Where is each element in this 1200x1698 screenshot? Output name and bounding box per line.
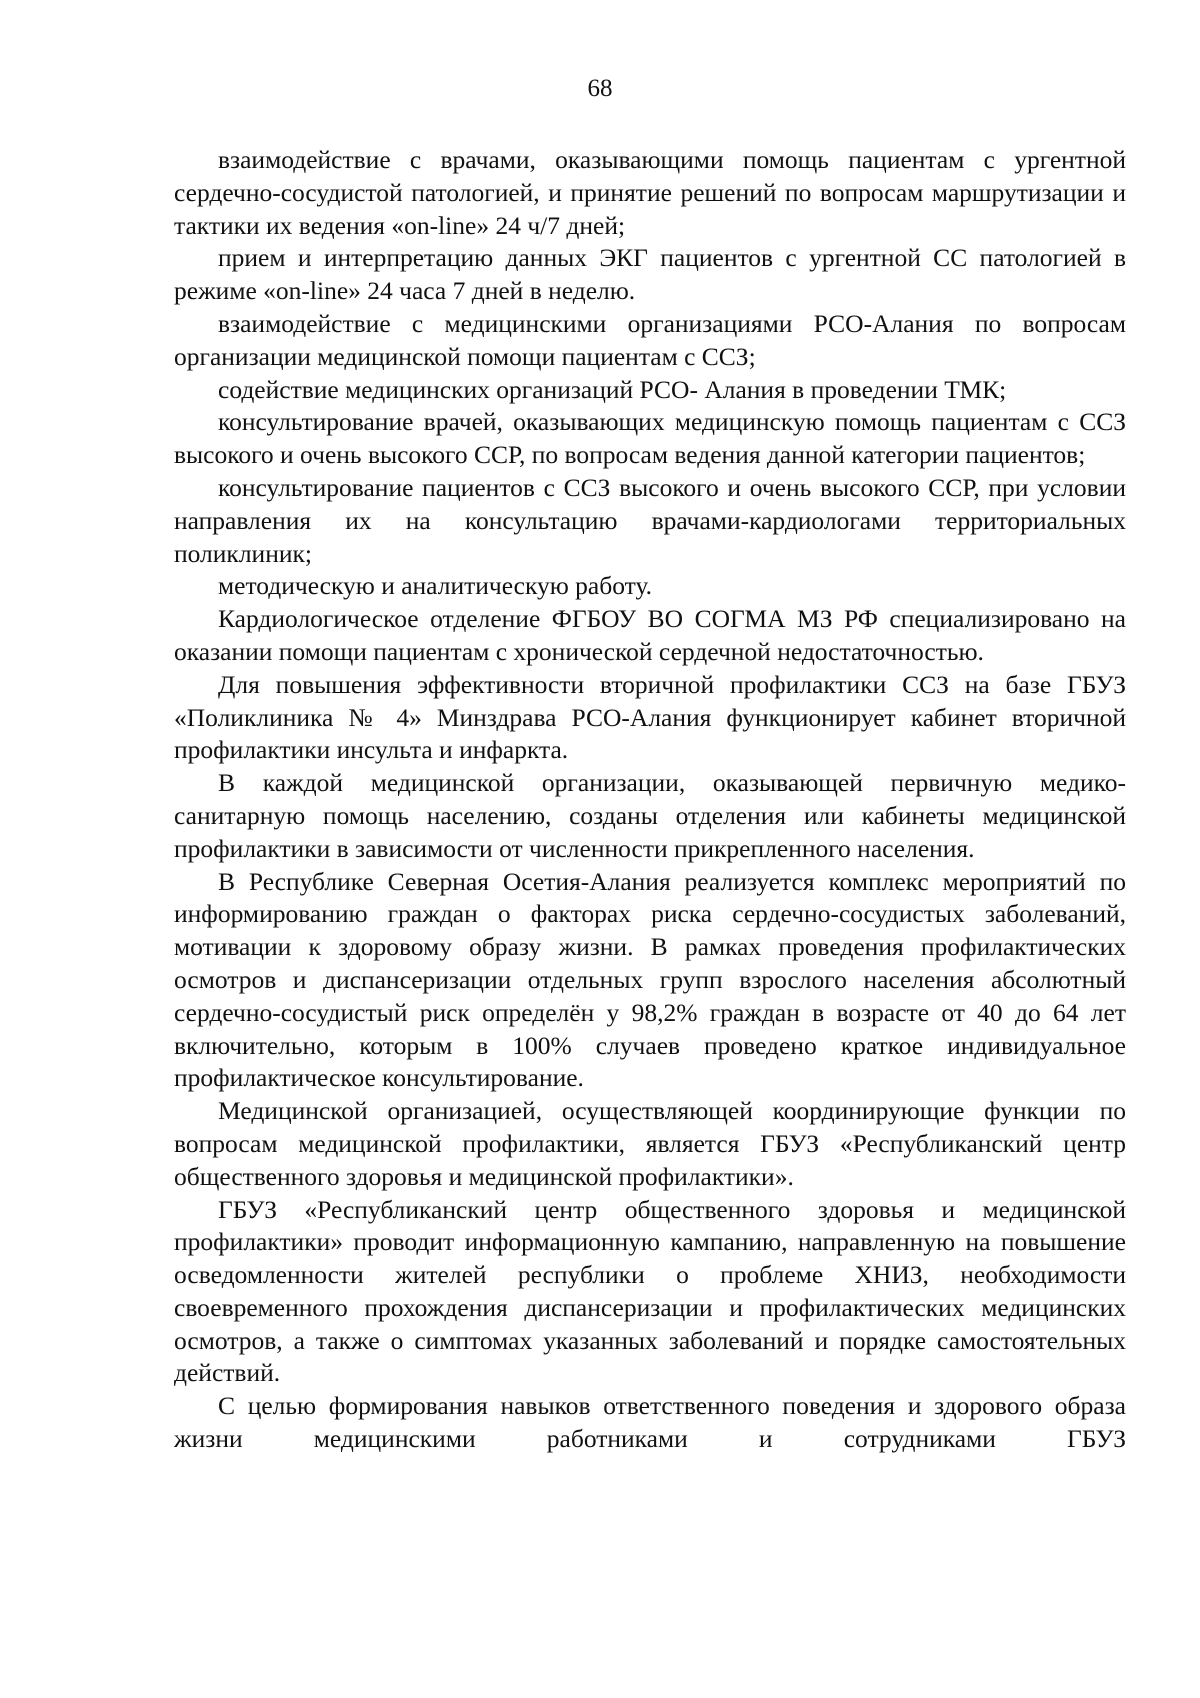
paragraph-secondary-prevention: Для повышения эффективности вторичной профилактики ССЗ на базе ГБУЗ «Поликлиника № 4» Минздрава РСО-Алания функционирует кабинет вторичной профилактики инсульта и инфаркта. <box>174 669 1126 765</box>
paragraph-cardiology-department: Кардиологическое отделение ФГБОУ ВО СОГМА МЗ РФ специализировано на оказании помощи пациентам с хронической сердечной недостаточностью. <box>174 604 1126 666</box>
paragraph-prevention-units: В каждой медицинской организации, оказывающей первичную медико-санитарную помощь населению, созданы отделения или кабинеты медицинской профилактики в зависимости от численности прикрепленного населения. <box>174 768 1126 863</box>
paragraph-doctor-consulting: консультирование врачей, оказывающих медицинскую помощь пациентам с ССЗ высокого и очень высокого ССР, по вопросам ведения данной категории пациентов; <box>174 407 1126 470</box>
document-body <box>174 144 1126 1456</box>
paragraph-ecg-interpretation: прием и интерпретацию данных ЭКГ пациентов с ургентной СС патологией в режиме «on-line» 24 часа 7 дней в неделю. <box>174 243 1126 306</box>
paragraph-information-campaign: ГБУЗ «Республиканский центр общественного здоровья и медицинской профилактики» проводит информационную кампанию, направленную на повышение осведомленности жителей республики о проблеме ХНИЗ, необходимости своевременного прохождения диспансеризации и профилактических медицинских осмотров, а также о симптомах указанных заболеваний и порядке самостоятельных действий. <box>174 1194 1126 1388</box>
paragraph-risk-information: В Республике Северная Осетия-Алания реализуется комплекс мероприятий по информированию граждан о факторах риска сердечно-сосудистых заболеваний, мотивации к здоровому образу жизни. В рамках проведения профилактических осмотров и диспансеризации отдельных групп взрослого населения абсолютный сердечно-сосудистый риск определён у 98,2% граждан в возрасте от 40 до 64 лет включительно, которым в 100% случаев проведено краткое индивидуальное профилактическое консультирование. <box>174 866 1126 1093</box>
page-number: 68 <box>587 75 613 102</box>
paragraph-tmk-assistance: содействие медицинских организаций РСО- Алания в проведении ТМК; <box>218 374 1007 404</box>
paragraph-healthy-lifestyle: С целью формирования навыков ответственного поведения и здорового образа жизни медицинскими работниками и сотрудниками ГБУЗ <box>174 1391 1126 1454</box>
paragraph-organizations-interaction: взаимодействие с медицинскими организациями РСО-Алания по вопросам организации медицинской помощи пациентам с ССЗ; <box>174 308 1126 371</box>
paragraph-coordinating-organization: Медицинской организацией, осуществляющей координирующие функции по вопросам медицинской профилактики, является ГБУЗ «Республиканский центр общественного здоровья и медицинской профилактики». <box>174 1096 1126 1191</box>
paragraph-methodical-work: методическую и аналитическую работу. <box>218 571 653 601</box>
paragraph-cardio-interaction: взаимодействие с врачами, оказывающими помощь пациентам с ургентной сердечно-сосудистой патологией, и принятие решений по вопросам маршрутизации и тактики их ведения «on-line» 24 ч/7 дней; <box>174 145 1126 240</box>
paragraph-patient-consulting: консультирование пациентов с ССЗ высокого и очень высокого ССР, при условии направления их на консультацию врачами-кардиологами территориальных поликлиник; <box>174 472 1126 568</box>
